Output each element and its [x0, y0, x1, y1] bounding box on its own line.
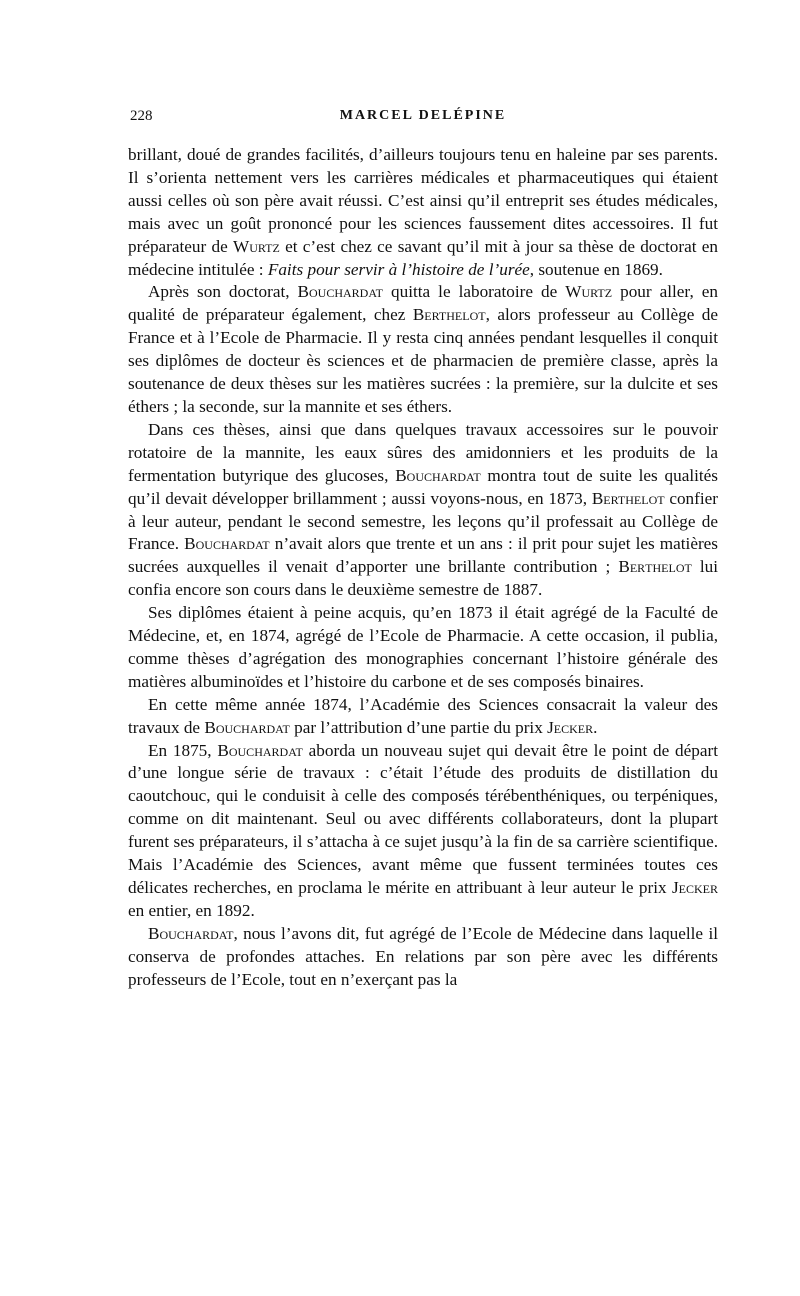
- text-run: , soutenue en 1869.: [529, 259, 663, 279]
- text-run: aborda un nouveau sujet qui devait être le point de départ d’une longue série de travaux : c’était l’étude des produits de distillation du caoutchouc, qui le conduisit à celle des composés térébenthéniques, ou terpéniques, comme on dit maintenant. Seul ou avec différents collaborateurs, dont la plupart furent ses préparateurs, il s’attacha à ce sujet jusqu’à la fin de sa carrière scientifique. Mais l’Académie des Sciences, avant même que fussent terminées toutes ces délicates recherches, en proclama le mérite en attribuant à leur auteur le prix: [128, 740, 718, 897]
- text-run: Dans ces thèses, ainsi que dans quelques travaux accessoires sur le pouvoir rotatoire de la mannite, les eaux sûres des amidonniers et les produits de la fermentation butyrique des glucoses,: [128, 419, 718, 485]
- paragraph: [128, 419, 718, 602]
- person-name: Wurtz: [565, 282, 613, 302]
- person-name: Bouchardat: [297, 282, 384, 302]
- paragraph: [128, 694, 718, 740]
- person-name: Jecker: [671, 878, 718, 897]
- text-run: lui confia encore son cours dans le deuxième semestre de 1887.: [128, 557, 718, 600]
- text-run: pour aller, en qualité de préparateur également, chez: [128, 282, 718, 325]
- text-run: Après son doctorat,: [148, 282, 298, 302]
- body-text: [128, 144, 718, 992]
- person-name: Wurtz: [232, 236, 280, 256]
- paragraph: [128, 923, 718, 992]
- text-run: et c’est chez ce savant qu’il mit à jour sa thèse de doctorat en médecine intitulée :: [128, 236, 718, 279]
- person-name: Berthelot: [618, 557, 692, 577]
- text-run: confier à leur auteur, pendant le second semestre, les leçons qu’il professait au Collège de France.: [128, 488, 719, 554]
- text-run: .: [593, 717, 598, 737]
- text-run: n’avait alors que trente et un ans : il prit pour sujet les matières sucrées auxquelles il venait d’apporter une brillante contribution ;: [128, 534, 718, 577]
- page-header: [130, 108, 716, 134]
- person-name: Berthelot: [591, 488, 665, 508]
- person-name: Bouchardat: [204, 717, 290, 737]
- running-title: MARCEL DELÉPINE: [339, 108, 507, 123]
- text-run: par l’attribution d’une partie du prix: [289, 717, 548, 737]
- text-run: En cette même année 1874, l’Académie des Sciences consacrait la valeur des travaux de: [128, 694, 718, 737]
- text-run: montra tout de suite les qualités qu’il devait développer brillamment ; aussi voyons-nous, en 1873,: [128, 465, 718, 508]
- text-run: En 1875,: [148, 740, 218, 760]
- person-name: Bouchardat: [395, 465, 481, 485]
- person-name: Jecker: [547, 717, 594, 737]
- person-name: Bouchardat: [148, 923, 234, 943]
- paragraph: [128, 281, 718, 418]
- person-name: Berthelot: [412, 305, 486, 325]
- person-name: Bouchardat: [184, 534, 270, 554]
- text-run: , alors professeur au Collège de France et à l’Ecole de Pharmacie. Il y resta cinq années pendant lesquelles il conquit ses diplômes de docteur ès sciences et de pharmacien de première classe, après la soutenance de deux thèses sur les matières sucrées : la première, sur la dulcite et ses éthers ; la seconde, sur la mannite et ses éthers.: [128, 305, 718, 416]
- text-run: en entier, en 1892.: [128, 900, 255, 920]
- paragraph: [128, 740, 718, 923]
- thesis-title: Faits pour servir à l’histoire de l’urée: [267, 259, 530, 279]
- text-run: brillant, doué de grandes facilités, d’ailleurs toujours tenu en haleine par ses parents. Il s’orienta nettement vers les carrières médicales et pharmaceutiques qui étaient aussi celles où son père avait réussi. C’est ainsi qu’il entreprit ses études médicales, mais avec un goût prononcé pour les sciences faussement dites accessoires. Il fut préparateur de: [128, 145, 718, 256]
- paragraph: [128, 144, 718, 281]
- text-run: quitta le laboratoire de: [383, 282, 566, 302]
- text-run: , nous l’avons dit, fut agrégé de l’Ecole de Médecine dans laquelle il conserva de profondes attaches. En relations par son père avec les différents professeurs de l’Ecole, tout en n’exerçant pas la: [128, 923, 718, 989]
- person-name: Bouchardat: [217, 740, 303, 760]
- text-run: Ses diplômes étaient à peine acquis, qu’en 1873 il était agrégé de la Faculté de Médecine, et, en 1874, agrégé de l’Ecole de Pharmacie. A cette occasion, il publia, comme thèses d’agrégation des monographies concernant l’histoire générale des matières albuminoïdes et l’histoire du carbone et de ses composés binaires.: [128, 603, 718, 691]
- page-number: 228: [130, 108, 153, 124]
- paragraph: [128, 602, 718, 694]
